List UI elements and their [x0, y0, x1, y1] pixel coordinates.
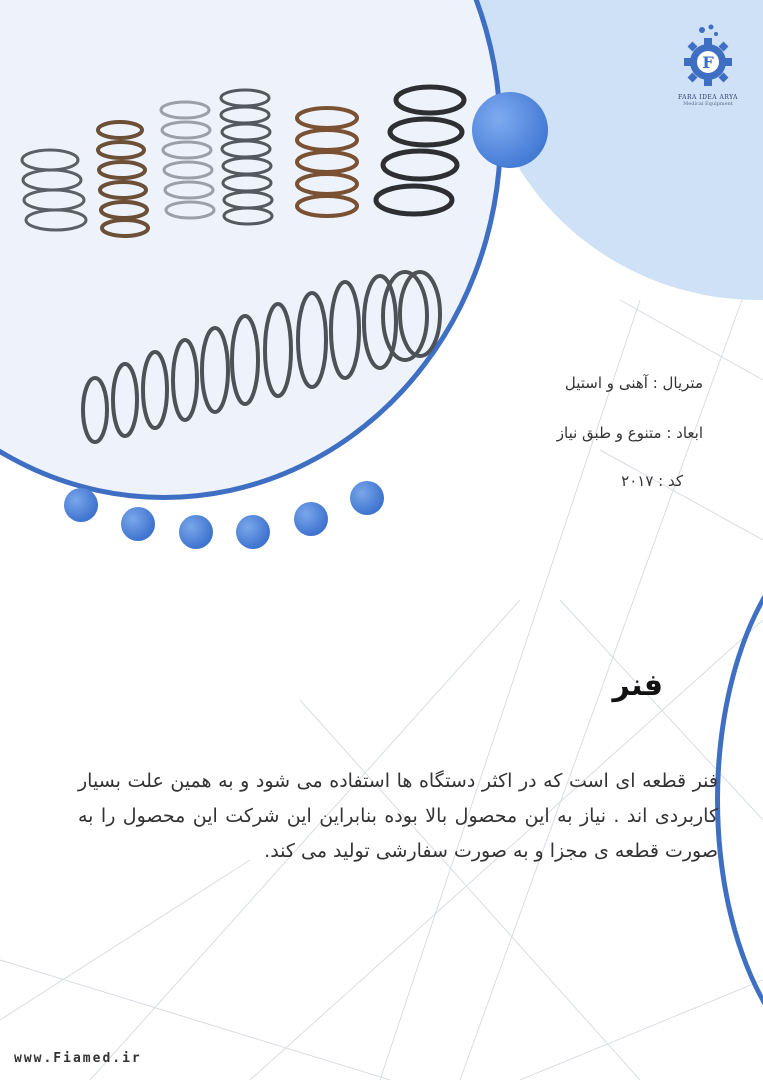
product-title: فنر — [612, 668, 663, 703]
decorative-dot — [121, 507, 155, 541]
product-description: فنر قطعه ای است که در اکثر دستگاه ها استفاده می شود و به همین علت بسیار کاربردی اند . نیاز به این محصول بالا بوده بنابراین این شرکت این محصول را به صورت قطعه ی مجزا و به صورت سفارشی تولید می کند. — [78, 770, 718, 862]
brand-logo — [668, 22, 748, 122]
spec-material: متریال : آهنی و استیل — [564, 374, 703, 392]
spec-dimensions: ابعاد : متنوع و طبق نیاز — [556, 424, 703, 442]
brand-name: FARA IDEA ARYA — [677, 94, 739, 101]
decorative-dot — [64, 488, 98, 522]
decorative-dot — [179, 515, 213, 549]
decorative-dot — [236, 515, 270, 549]
decorative-dot — [294, 502, 328, 536]
svg-text:F: F — [702, 53, 714, 72]
brand-subtitle: Medical Equipment — [683, 101, 733, 107]
spec-code: کد : ۲۰۱۷ — [621, 472, 683, 490]
gear-flask-logo-icon — [678, 22, 738, 88]
springs-photo — [0, 0, 503, 500]
website-link[interactable]: www.Fiamed.ir — [14, 1051, 142, 1066]
decorative-dot — [350, 481, 384, 515]
decorative-large-dot — [472, 92, 548, 168]
